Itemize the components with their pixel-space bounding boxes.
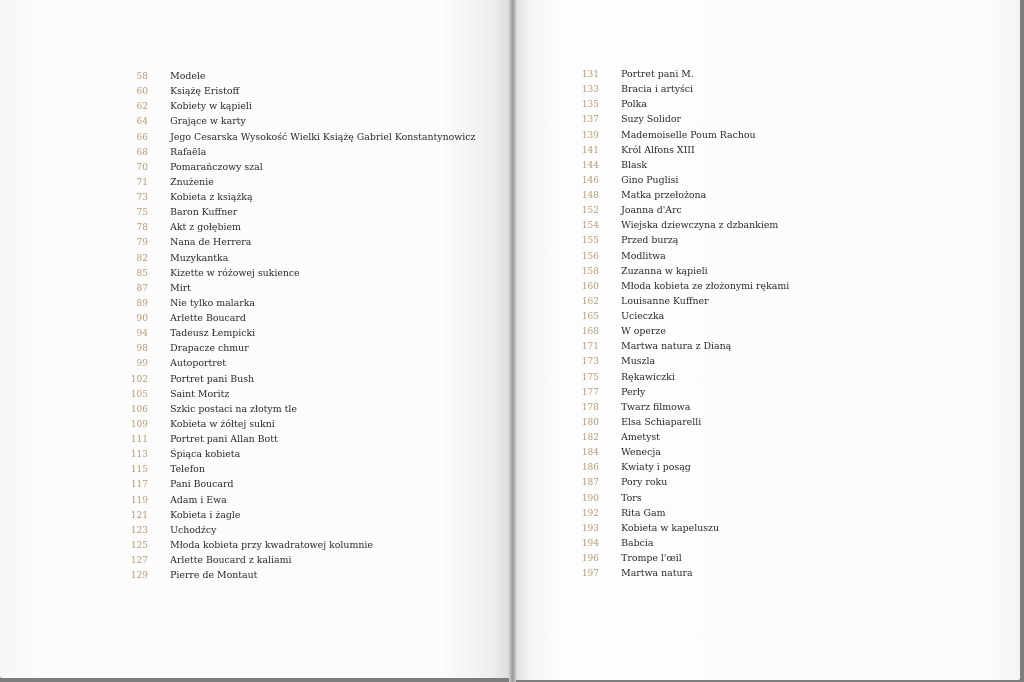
toc-page-number: 98 — [136, 344, 148, 355]
toc-title: Trompe l'œil — [621, 553, 682, 564]
toc-page-number: 105 — [130, 389, 148, 400]
toc-title: Arlette Boucard z kaliami — [170, 555, 292, 566]
toc-entry — [118, 399, 475, 414]
toc-page-number: 194 — [581, 538, 599, 549]
toc-title: Grające w karty — [170, 116, 246, 128]
toc-entry — [118, 293, 475, 308]
toc-page-number: 155 — [581, 236, 599, 247]
toc-title: Młoda kobieta przy kwadratowej kolumnie — [170, 539, 373, 551]
toc-entry — [118, 187, 475, 202]
toc-entry — [118, 217, 475, 232]
toc-entry — [569, 367, 789, 382]
toc-title: Młoda kobieta ze złożonymi rękami — [621, 280, 790, 292]
toc-entry — [569, 109, 789, 124]
toc-entry — [118, 565, 475, 580]
toc-title: Saint Moritz — [170, 388, 230, 400]
toc-entry — [569, 170, 789, 185]
toc-title: Muszla — [621, 356, 656, 368]
toc-page-number: 139 — [581, 130, 599, 141]
toc-title: Kwiaty i posąg — [621, 462, 691, 474]
toc-page-number: 197 — [581, 569, 599, 580]
toc-page-number: 158 — [581, 266, 599, 277]
toc-page-number: 102 — [130, 374, 148, 385]
toc-page-number: 162 — [581, 296, 599, 307]
toc-title: Mademoiselle Poum Rachou — [621, 129, 756, 141]
toc-title: Bracia i artyści — [621, 84, 694, 96]
toc-page-number: 193 — [581, 523, 599, 534]
toc-title: Kobieta w kapeluszu — [621, 522, 720, 534]
toc-page-number: 144 — [581, 160, 599, 171]
book-gutter — [509, 0, 516, 682]
toc-title: W operze — [621, 326, 666, 338]
toc-entry — [569, 442, 789, 457]
toc-entry — [118, 444, 475, 459]
toc-page-number: 71 — [136, 177, 148, 188]
toc-page-number: 75 — [136, 208, 148, 219]
toc-title: Louisanne Kuffner — [621, 295, 709, 307]
toc-entry — [569, 276, 789, 291]
toc-page-number: 90 — [136, 314, 148, 324]
toc-page-number: 180 — [581, 417, 599, 428]
toc-page-number: 117 — [130, 480, 148, 491]
toc-entry — [569, 548, 789, 563]
left-page — [0, 0, 512, 678]
toc-page-number: 78 — [136, 223, 148, 234]
toc-title: Blask — [621, 159, 648, 171]
toc-entry — [569, 412, 789, 427]
toc-page-number: 113 — [130, 450, 148, 461]
toc-page-number: 87 — [136, 283, 148, 294]
toc-page-number: 127 — [130, 556, 148, 566]
toc-page-number: 192 — [581, 508, 599, 519]
toc-title: Kobieta z książką — [170, 192, 253, 203]
toc-title: Arlette Boucard — [170, 313, 246, 324]
toc-entry — [118, 474, 475, 489]
toc-entry — [118, 338, 475, 353]
toc-title: Modlitwa — [621, 250, 666, 262]
toc-entry — [118, 202, 475, 217]
toc-page-number: 66 — [136, 132, 148, 143]
toc-entry — [569, 503, 789, 518]
toc-page-number: 160 — [581, 281, 599, 292]
toc-title: Martwa natura — [621, 568, 693, 580]
toc-entry — [118, 490, 475, 505]
toc-page-number: 173 — [581, 357, 599, 368]
toc-page-number: 177 — [581, 387, 599, 398]
toc-title: Portret pani M. — [621, 69, 694, 80]
toc-page-number: 156 — [581, 251, 599, 262]
toc-title: Jego Cesarska Wysokość Wielki Książę Gabriel Konstantynowicz — [170, 131, 476, 143]
toc-page-number: 137 — [581, 115, 599, 126]
toc-title: Joanna d'Arc — [621, 205, 682, 217]
toc-page-number: 131 — [581, 70, 599, 80]
toc-page-number: 106 — [130, 404, 148, 415]
toc-page-number: 178 — [581, 402, 599, 413]
toc-page-number: 152 — [581, 206, 599, 217]
toc-entry — [118, 323, 475, 338]
toc-list-right — [569, 64, 789, 578]
toc-title: Wenecja — [621, 447, 661, 459]
toc-entry — [118, 520, 475, 535]
toc-title: Król Alfons XIII — [621, 144, 695, 156]
toc-entry — [118, 429, 475, 444]
toc-entry — [118, 96, 475, 111]
toc-page-number: 146 — [581, 175, 599, 186]
toc-title: Pani Boucard — [170, 479, 234, 491]
toc-entry — [569, 79, 789, 94]
toc-title: Tadeusz Łempicki — [170, 328, 256, 340]
toc-title: Suzy Solidor — [621, 114, 681, 126]
toc-title: Wiejska dziewczyna z dzbankiem — [621, 220, 779, 232]
toc-entry — [569, 488, 789, 503]
toc-title: Autoportret — [170, 358, 227, 370]
toc-page-number: 125 — [130, 540, 148, 551]
toc-title: Kobieta i żagle — [170, 509, 241, 521]
toc-entry — [118, 505, 475, 520]
toc-page-number: 168 — [581, 327, 599, 338]
toc-title: Polka — [621, 99, 647, 111]
toc-page-number: 165 — [581, 312, 599, 322]
toc-entry — [118, 353, 475, 368]
toc-entry — [118, 66, 475, 81]
toc-title: Adam i Ewa — [170, 494, 227, 506]
toc-title: Kobiety w kąpieli — [170, 101, 252, 113]
toc-entry — [569, 125, 789, 140]
toc-page-number: 109 — [130, 419, 148, 430]
toc-entry — [569, 518, 789, 533]
toc-entry — [118, 263, 475, 278]
toc-title: Szkic postaci na złotym tle — [170, 403, 297, 415]
toc-entry — [569, 215, 789, 230]
toc-title: Kizette w różowej sukience — [170, 267, 300, 279]
toc-page-number: 133 — [581, 85, 599, 96]
toc-title: Pomarańczowy szal — [170, 161, 263, 173]
toc-title: Uchodźcy — [170, 524, 217, 536]
toc-page-number: 186 — [581, 463, 599, 474]
toc-entry — [569, 382, 789, 397]
right-page — [514, 0, 1020, 680]
toc-title: Baron Kuffner — [170, 207, 238, 219]
toc-entry — [118, 157, 475, 172]
toc-page-number: 79 — [136, 238, 148, 249]
toc-entry — [569, 397, 789, 412]
toc-page-number: 123 — [130, 525, 148, 536]
toc-entry — [118, 308, 475, 323]
toc-page-number: 73 — [136, 193, 148, 203]
toc-entry — [118, 81, 475, 96]
toc-entry — [118, 535, 475, 550]
toc-page-number: 121 — [130, 510, 148, 521]
toc-entry — [118, 369, 475, 384]
toc-list-left — [118, 66, 475, 580]
toc-title: Rafaëla — [170, 146, 207, 158]
toc-page-number: 182 — [581, 433, 599, 443]
toc-title: Śpiąca kobieta — [170, 449, 241, 461]
toc-title: Ametyst — [621, 432, 660, 443]
toc-title: Perły — [621, 386, 646, 398]
toc-title: Książę Eristoff — [170, 86, 240, 98]
toc-page-number: 82 — [136, 253, 148, 264]
toc-page-number: 89 — [136, 298, 148, 309]
toc-page-number: 70 — [136, 162, 148, 173]
toc-page-number: 60 — [136, 87, 148, 98]
toc-title: Matka przełożona — [621, 190, 707, 201]
toc-entry — [118, 127, 475, 142]
toc-entry — [569, 246, 789, 261]
toc-entry — [569, 563, 789, 578]
toc-entry — [118, 459, 475, 474]
toc-entry — [569, 64, 789, 79]
toc-page-number: 94 — [136, 329, 148, 340]
toc-entry — [569, 261, 789, 276]
toc-title: Przed burzą — [621, 235, 679, 247]
toc-page-number: 64 — [136, 117, 148, 128]
toc-page-number: 62 — [136, 102, 148, 113]
toc-page-number: 99 — [136, 359, 148, 370]
toc-title: Rita Gam — [621, 507, 666, 519]
toc-title: Drapacze chmur — [170, 343, 249, 355]
toc-title: Elsa Schiaparelli — [621, 416, 702, 428]
toc-entry — [569, 200, 789, 215]
toc-title: Rękawiczki — [621, 371, 675, 383]
toc-page-number: 135 — [581, 100, 599, 111]
toc-page-number: 111 — [130, 435, 148, 445]
toc-page-number: 68 — [136, 147, 148, 158]
toc-title: Pory roku — [621, 477, 668, 489]
toc-entry — [569, 457, 789, 472]
toc-title: Twarz filmowa — [621, 401, 691, 413]
toc-page-number: 115 — [130, 465, 148, 476]
toc-title: Portret pani Bush — [170, 373, 255, 385]
toc-page-number: 190 — [581, 493, 599, 504]
toc-page-number: 171 — [581, 342, 599, 353]
toc-entry — [569, 321, 789, 336]
toc-page-number: 184 — [581, 448, 599, 459]
toc-title: Martwa natura z Dianą — [621, 341, 732, 353]
toc-entry — [118, 384, 475, 399]
toc-page-number: 58 — [136, 72, 148, 82]
toc-entry — [569, 336, 789, 351]
toc-page-number: 187 — [581, 478, 599, 489]
toc-entry — [118, 172, 475, 187]
toc-title: Portret pani Allan Bott — [170, 434, 278, 445]
toc-page-number: 119 — [130, 495, 148, 506]
toc-entry — [118, 248, 475, 263]
toc-title: Znużenie — [170, 176, 214, 188]
toc-title: Ucieczka — [621, 311, 665, 322]
toc-title: Pierre de Montaut — [170, 570, 258, 582]
toc-entry — [118, 232, 475, 247]
toc-entry — [569, 140, 789, 155]
toc-page-number: 85 — [136, 268, 148, 279]
toc-title: Kobieta w żółtej sukni — [170, 418, 275, 430]
toc-page-number: 141 — [581, 145, 599, 156]
toc-title: Gino Puglisi — [621, 174, 679, 186]
toc-page-number: 148 — [581, 191, 599, 201]
toc-entry — [118, 111, 475, 126]
toc-title: Nie tylko malarka — [170, 297, 256, 309]
toc-title: Nana de Herrera — [170, 237, 252, 249]
toc-entry — [569, 185, 789, 200]
toc-page-number: 175 — [581, 372, 599, 383]
toc-title: Mirt — [170, 282, 191, 294]
toc-page-number: 196 — [581, 554, 599, 564]
toc-title: Babcia — [621, 537, 654, 549]
toc-title: Modele — [170, 71, 206, 82]
toc-title: Akt z gołębiem — [170, 222, 241, 234]
toc-page-number: 129 — [130, 571, 148, 582]
toc-title: Tors — [621, 492, 642, 504]
toc-title: Telefon — [170, 464, 205, 476]
toc-title: Muzykantka — [170, 252, 229, 264]
toc-page-number: 154 — [581, 221, 599, 232]
toc-title: Zuzanna w kąpieli — [621, 265, 708, 277]
